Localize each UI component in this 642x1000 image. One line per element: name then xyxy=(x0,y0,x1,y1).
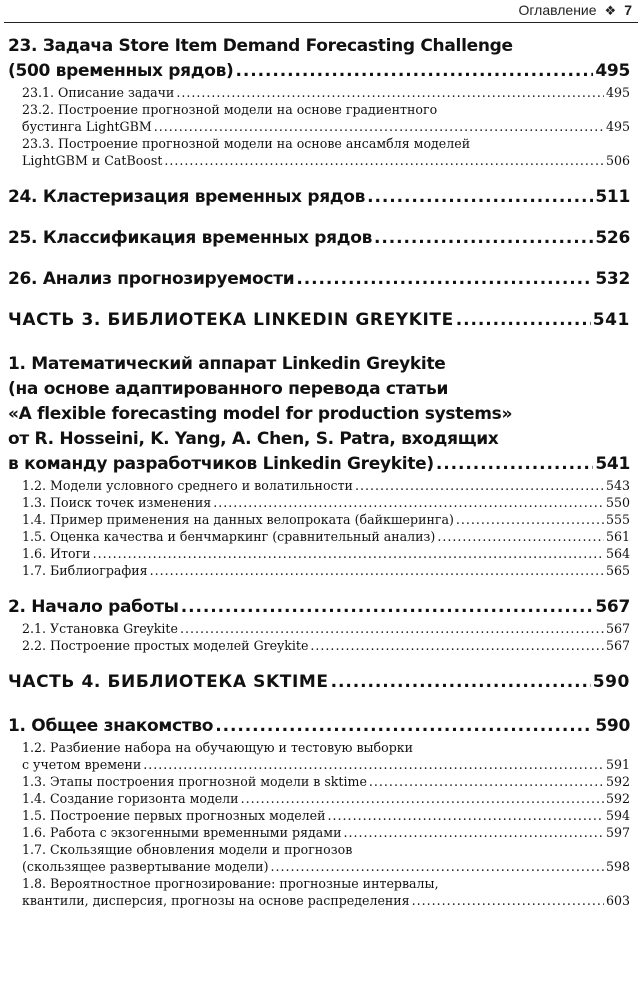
dot-leader xyxy=(236,59,594,84)
toc-entry-title: «A flexible forecasting model for production systems» xyxy=(8,404,513,424)
toc-entry-page: 590 xyxy=(592,672,630,692)
toc-entry-page: 541 xyxy=(595,454,630,474)
dot-leader xyxy=(176,84,604,101)
dot-leader xyxy=(241,790,604,807)
toc-section-p3-1-6[interactable] xyxy=(8,545,630,562)
dot-leader xyxy=(374,226,593,251)
dot-leader xyxy=(296,267,593,292)
toc-part-4[interactable] xyxy=(8,670,630,695)
toc-entry-page: 541 xyxy=(592,310,630,330)
toc-entry-title: 1.6. Работа с экзогенными временными рядами xyxy=(22,825,342,840)
dot-leader xyxy=(164,152,604,169)
toc-entry-page: 597 xyxy=(605,825,630,840)
toc-part4-chapter-1[interactable] xyxy=(8,714,630,739)
toc-entry-page: 555 xyxy=(605,512,630,527)
toc-entry-title: от R. Hosseini, K. Yang, A. Chen, S. Patra, входящих xyxy=(8,429,499,449)
toc-section-p4-1-2[interactable] xyxy=(8,739,630,773)
toc-entry-title: 1.7. Скользящие обновления модели и прогнозов xyxy=(22,842,353,857)
toc-chapter-24[interactable] xyxy=(8,185,630,210)
toc-entry-title: (500 временных рядов) xyxy=(8,61,234,81)
toc-entry-page: 592 xyxy=(605,791,630,806)
page-number: 7 xyxy=(624,2,632,18)
dot-leader xyxy=(367,185,593,210)
toc-entry-page: 526 xyxy=(595,228,630,248)
toc-section-23-3[interactable] xyxy=(8,135,630,169)
toc-entry-title: 26. Анализ прогнозируемости xyxy=(8,269,295,289)
toc-entry-page: 511 xyxy=(595,187,630,207)
toc-entry-page: 565 xyxy=(605,563,630,578)
dot-leader xyxy=(181,595,594,620)
toc-section-23-2[interactable] xyxy=(8,101,630,135)
toc-entry-title: 24. Кластеризация временных рядов xyxy=(8,187,366,207)
toc-section-p3-2-2[interactable] xyxy=(8,637,630,654)
toc-entry-title: 1.4. Создание горизонта модели xyxy=(22,791,239,806)
toc-entry-page: 598 xyxy=(605,859,630,874)
toc-entry-title: бустинга LightGBM xyxy=(22,119,152,134)
dot-leader xyxy=(456,511,604,528)
toc-entry-title: с учетом времени xyxy=(22,757,142,772)
toc-entry-title: 1.7. Библиография xyxy=(22,563,148,578)
dot-leader xyxy=(355,477,604,494)
toc-entry-title: ЧАСТЬ 3. БИБЛИОТЕКА LINKEDIN GREYKITE xyxy=(8,310,454,330)
toc-chapter-23[interactable] xyxy=(8,34,630,84)
toc-entry-page: 567 xyxy=(605,621,630,636)
toc-section-p4-1-8[interactable] xyxy=(8,875,630,909)
toc-entry-title: 23.2. Построение прогнозной модели на основе градиентного xyxy=(22,102,438,117)
toc-entry-page: 550 xyxy=(605,495,630,510)
toc-entry-title: в команду разработчиков Linkedin Greykite) xyxy=(8,454,434,474)
running-header xyxy=(0,0,642,24)
toc-chapter-25[interactable] xyxy=(8,226,630,251)
toc-part-3[interactable] xyxy=(8,308,630,333)
toc-entry-title: 23. Задача Store Item Demand Forecasting Challenge xyxy=(8,36,513,56)
toc-entry-title: 23.1. Описание задачи xyxy=(22,85,175,100)
dot-leader xyxy=(436,452,594,477)
toc-entry-page: 543 xyxy=(605,478,630,493)
toc-entry-title: 2.2. Построение простых моделей Greykite xyxy=(22,638,309,653)
dot-leader xyxy=(215,714,593,739)
toc-entry-page: 506 xyxy=(605,153,630,168)
toc-entry-title: 23.3. Построение прогнозной модели на основе ансамбля моделей xyxy=(22,136,471,151)
toc-part3-chapter-1[interactable] xyxy=(8,352,630,477)
dot-leader xyxy=(369,773,604,790)
toc-section-p4-1-5[interactable] xyxy=(8,807,630,824)
running-header-section: Оглавление xyxy=(518,2,597,18)
toc-entry-title: 2. Начало работы xyxy=(8,597,179,617)
dot-leader xyxy=(213,494,604,511)
toc-section-p3-2-1[interactable] xyxy=(8,620,630,637)
dot-leader xyxy=(310,637,604,654)
toc-entry-title: 1.3. Этапы построения прогнозной модели в sktime xyxy=(22,774,367,789)
toc-entry-page: 495 xyxy=(595,61,630,81)
toc-entry-page: 495 xyxy=(605,85,630,100)
toc-entry-title: 1.3. Поиск точек изменения xyxy=(22,495,212,510)
toc-entry-page: 603 xyxy=(605,893,630,908)
toc-section-p3-1-5[interactable] xyxy=(8,528,630,545)
toc-entry-page: 532 xyxy=(595,269,630,289)
dot-leader xyxy=(180,620,604,637)
toc-entry-title: 1. Общее знакомство xyxy=(8,716,214,736)
table-of-contents xyxy=(8,34,630,909)
dot-leader xyxy=(270,858,603,875)
toc-chapter-26[interactable] xyxy=(8,267,630,292)
toc-entry-title: 1.6. Итоги xyxy=(22,546,91,561)
toc-entry-title: 1.2. Модели условного среднего и волатильности xyxy=(22,478,353,493)
toc-section-p3-1-2[interactable] xyxy=(8,477,630,494)
toc-section-p3-1-4[interactable] xyxy=(8,511,630,528)
toc-entry-page: 594 xyxy=(605,808,630,823)
toc-entry-title: 1.8. Вероятностное прогнозирование: прогнозные интервалы, xyxy=(22,876,439,891)
dot-leader xyxy=(343,824,603,841)
toc-section-p4-1-3[interactable] xyxy=(8,773,630,790)
toc-section-p3-1-3[interactable] xyxy=(8,494,630,511)
toc-entry-page: 564 xyxy=(605,546,630,561)
toc-entry-title: (на основе адаптированного перевода статьи xyxy=(8,379,449,399)
toc-section-p4-1-7[interactable] xyxy=(8,841,630,875)
toc-entry-title: 1.5. Оценка качества и бенчмаркинг (сравнительный анализ) xyxy=(22,529,436,544)
dot-leader xyxy=(154,118,604,135)
dot-leader xyxy=(331,670,591,695)
toc-entry-title: 1.5. Построение первых прогнозных моделей xyxy=(22,808,326,823)
header-rule xyxy=(4,22,638,23)
dot-leader xyxy=(437,528,604,545)
toc-entry-page: 495 xyxy=(605,119,630,134)
dot-leader xyxy=(456,308,591,333)
dot-leader xyxy=(150,562,604,579)
toc-entry-page: 590 xyxy=(595,716,630,736)
toc-entry-title: 2.1. Установка Greykite xyxy=(22,621,178,636)
dot-leader xyxy=(143,756,604,773)
toc-section-p4-1-6[interactable] xyxy=(8,824,630,841)
toc-part3-chapter-2[interactable] xyxy=(8,595,630,620)
toc-entry-title: 1.4. Пример применения на данных велопроката (байкшеринга) xyxy=(22,512,454,527)
toc-entry-page: 567 xyxy=(595,597,630,617)
toc-entry-page: 592 xyxy=(605,774,630,789)
dot-leader xyxy=(93,545,604,562)
separator-icon: ❖ xyxy=(604,4,617,19)
toc-entry-title: 1.2. Разбиение набора на обучающую и тестовую выборки xyxy=(22,740,414,755)
running-header-text xyxy=(518,2,632,19)
toc-entry-title: ЧАСТЬ 4. БИБЛИОТЕКА SKTIME xyxy=(8,672,329,692)
toc-section-p4-1-4[interactable] xyxy=(8,790,630,807)
toc-entry-title: квантили, дисперсия, прогнозы на основе распределения xyxy=(22,893,410,908)
toc-entry-title: 1. Математический аппарат Linkedin Greykite xyxy=(8,354,446,374)
dot-leader xyxy=(412,892,604,909)
toc-entry-page: 591 xyxy=(605,757,630,772)
toc-entry-title: LightGBM и CatBoost xyxy=(22,153,163,168)
toc-entry-title: (скользящее развертывание модели) xyxy=(22,859,269,874)
toc-section-23-1[interactable] xyxy=(8,84,630,101)
toc-section-p3-1-7[interactable] xyxy=(8,562,630,579)
toc-entry-page: 567 xyxy=(605,638,630,653)
toc-entry-page: 561 xyxy=(605,529,630,544)
toc-entry-title: 25. Классификация временных рядов xyxy=(8,228,373,248)
dot-leader xyxy=(328,807,604,824)
